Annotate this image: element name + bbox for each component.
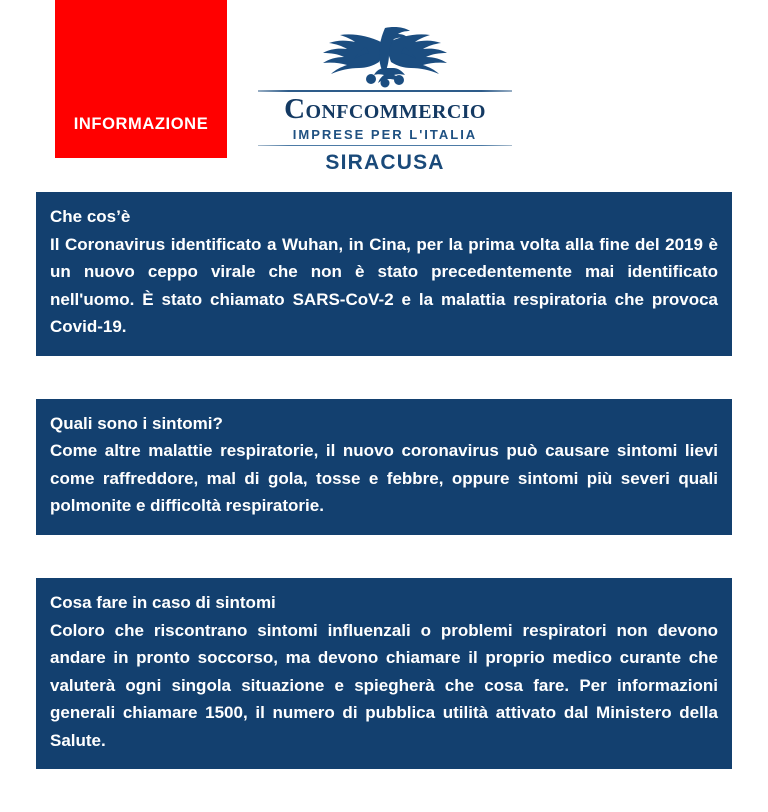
logo-tagline: IMPRESE PER L'ITALIA (292, 126, 478, 142)
logo-wordmark: Confcommercio (284, 93, 486, 125)
panel-body: Come altre malattie respiratorie, il nuovo coronavirus può causare sintomi lievi come raffreddore, mal di gola, tosse e febbre, oppure sintomi più severi quali polmonite e difficoltà respiratorie. (50, 441, 718, 516)
panel-heading: Che cos’è (50, 207, 131, 226)
info-panel-che-cose (36, 192, 732, 356)
panel-body: Il Coronavirus identificato a Wuhan, in Cina, per la prima volta alla fine del 2019 è un nuovo ceppo virale che non è stato precedentemente mai identificato nell'uomo. È stato chiamato SARS-CoV-2 e la malattia respiratoria che provoca Covid-19. (50, 234, 718, 337)
info-panel-cosa-fare (36, 578, 732, 769)
confcommercio-logo (258, 16, 512, 174)
panel-heading: Cosa fare in caso di sintomi (50, 593, 276, 612)
logo-divider-bottom (258, 145, 512, 147)
info-panel-sintomi (36, 399, 732, 535)
header (0, 0, 768, 182)
logo-city: SIRACUSA (325, 151, 445, 175)
informazione-badge-label: INFORMAZIONE (73, 115, 209, 133)
eagle-emblem (258, 16, 512, 88)
panel-body: Coloro che riscontrano sintomi influenzali o problemi respiratori non devono andare in pronto soccorso, ma devono chiamare il proprio medico curante che valuterà ogni singola situazione e spiegherà che cosa fare. Per informazioni generali chiamare 1500, il numero di pubblica utilità attivato dal Ministero della Salute. (50, 620, 718, 750)
logo-divider-top (258, 90, 512, 92)
info-panel-list (36, 192, 732, 812)
informazione-badge (55, 0, 227, 158)
panel-heading: Quali sono i sintomi? (50, 413, 223, 433)
